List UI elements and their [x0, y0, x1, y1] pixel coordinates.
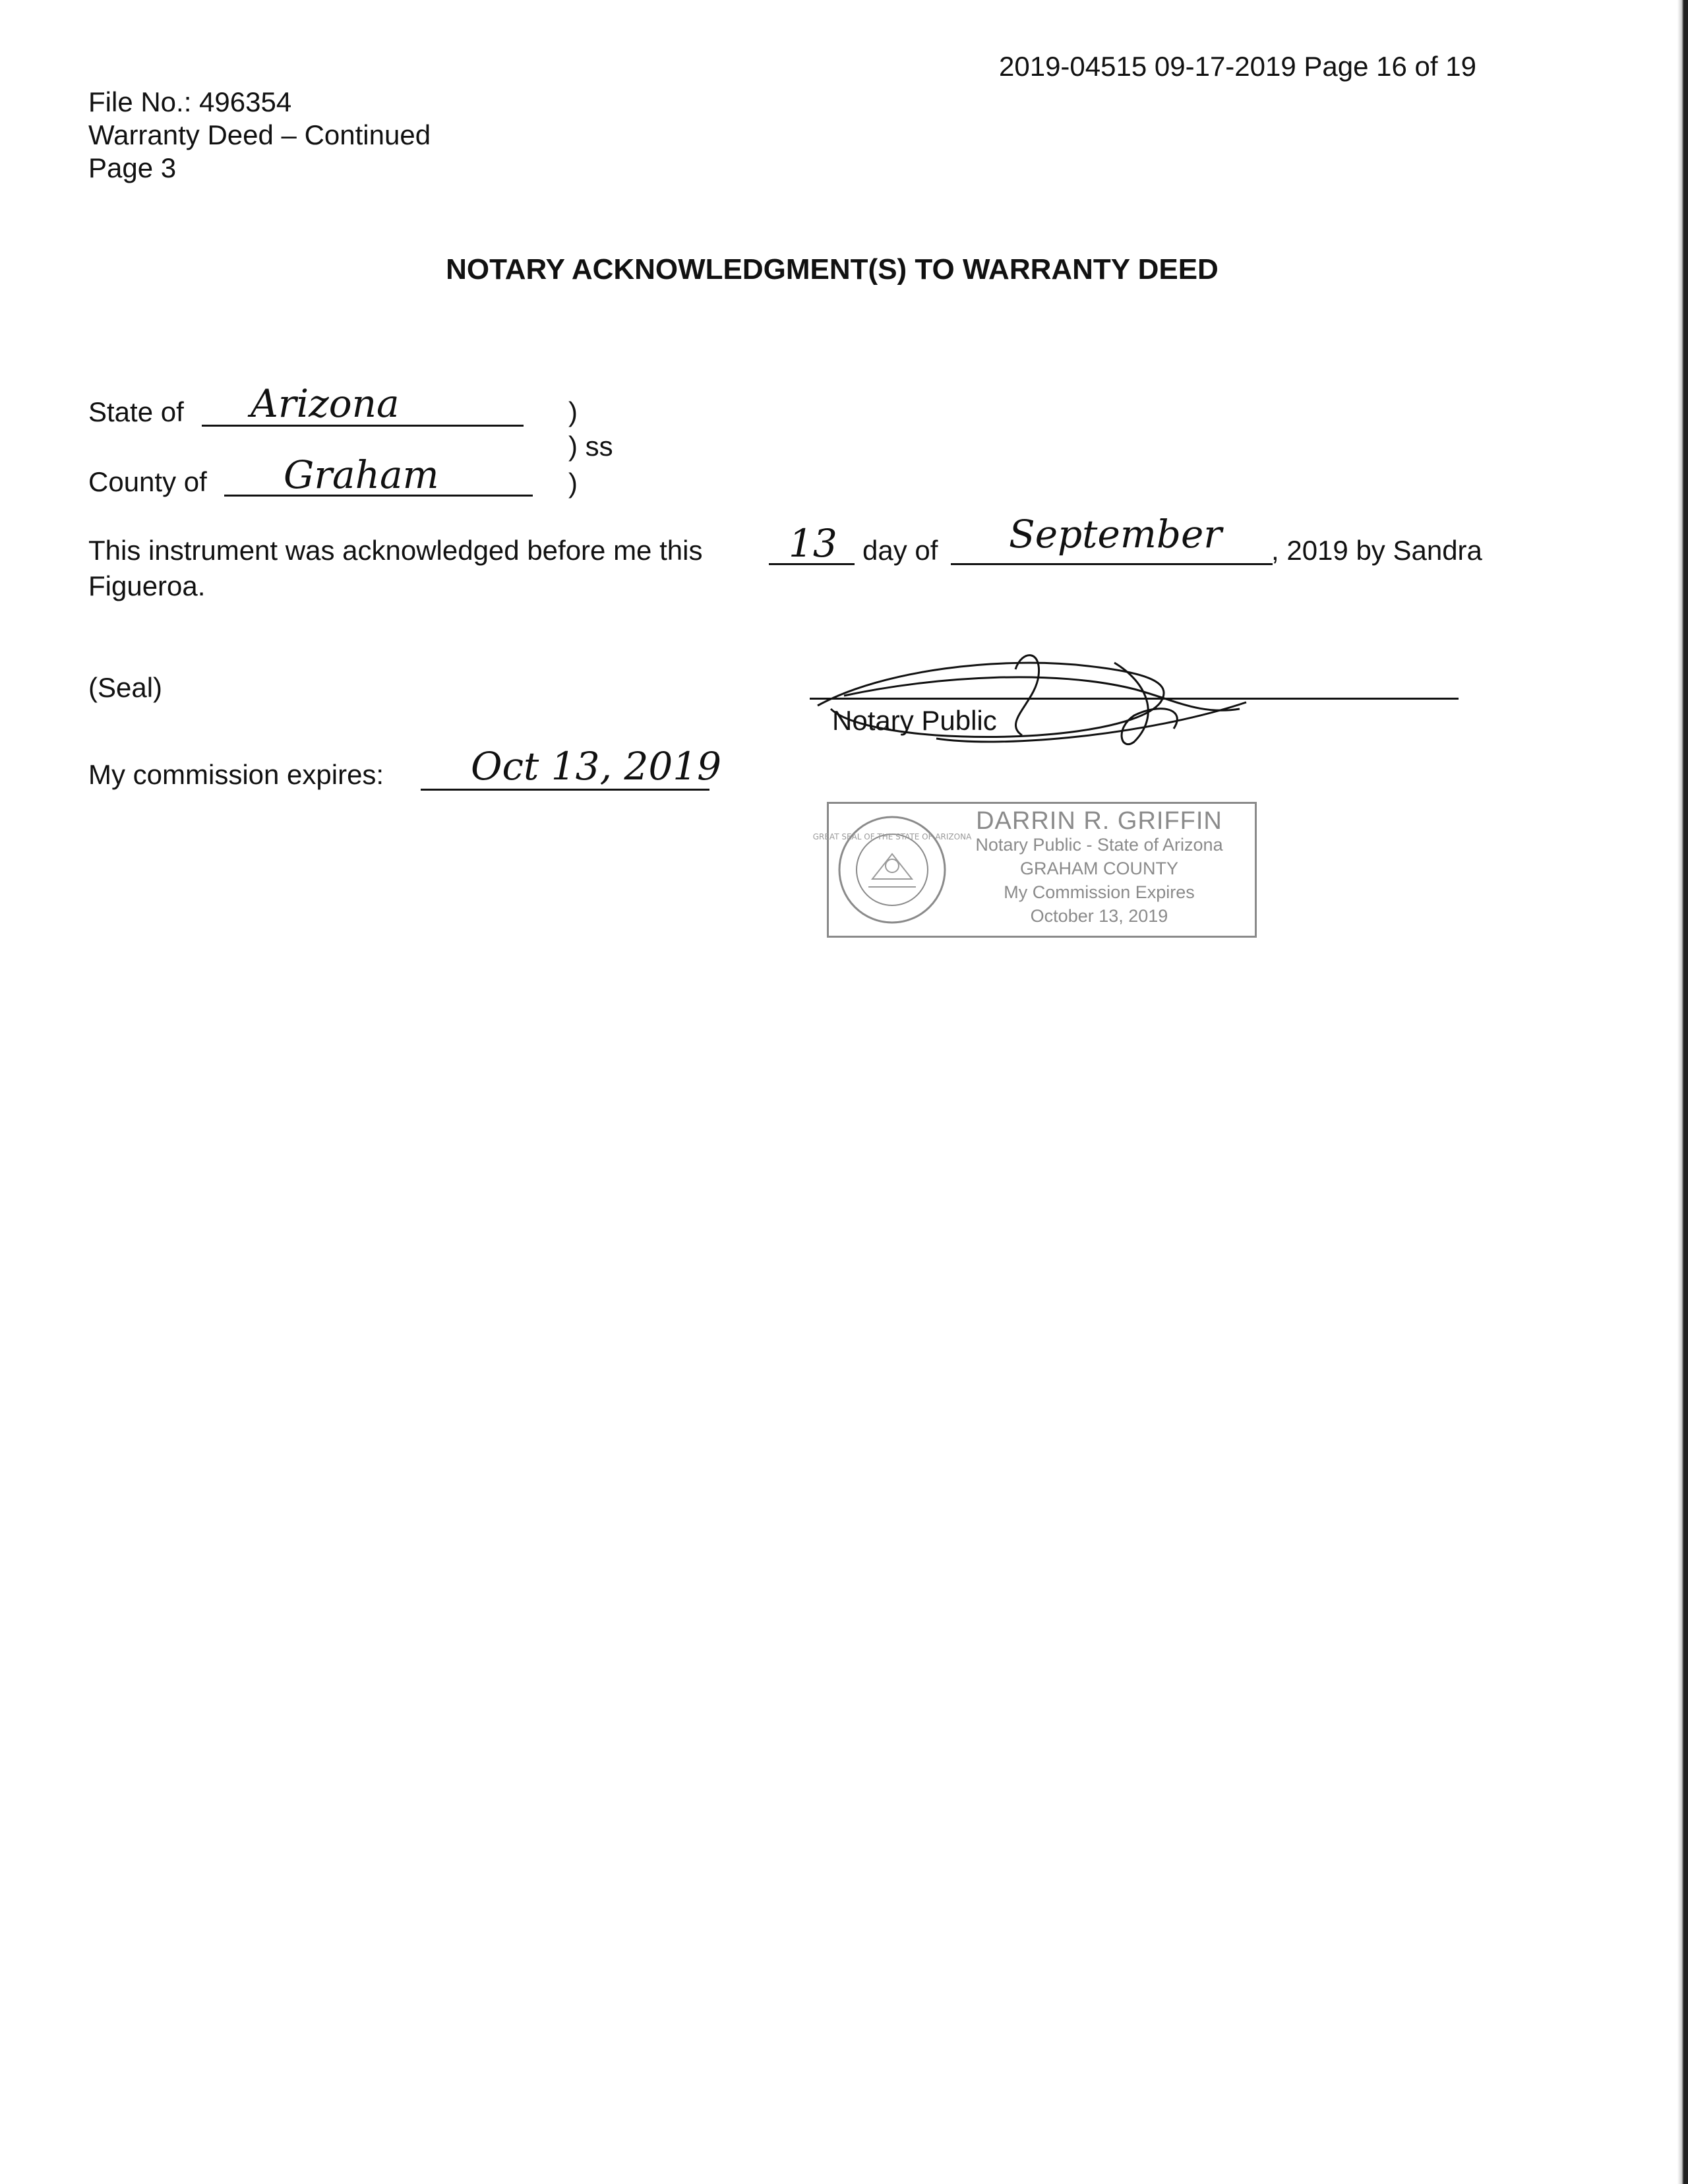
scan-edge [1677, 0, 1688, 2184]
month-underline [951, 563, 1273, 565]
ack-text-part3: , 2019 by Sandra [1271, 535, 1482, 566]
page-title: NOTARY ACKNOWLEDGMENT(S) TO WARRANTY DEED [446, 253, 1219, 286]
stamp-line2: GRAHAM COUNTY [1019, 859, 1178, 878]
stamp-line4: October 13, 2019 [1030, 906, 1168, 926]
paren-top: ) [568, 396, 578, 427]
file-number: File No.: 496354 [88, 86, 292, 117]
seal-label: (Seal) [88, 672, 163, 703]
stamp-line3: My Commission Expires [1004, 882, 1195, 902]
ss-marker: ) ss [568, 431, 613, 462]
paren-bottom: ) [568, 468, 578, 499]
stamp-name: DARRIN R. GRIFFIN [976, 807, 1222, 835]
stamp-line1: Notary Public - State of Arizona [975, 835, 1223, 855]
notary-stamp [812, 802, 1257, 938]
state-seal-icon [812, 813, 972, 926]
month-handwritten-value: September [1009, 512, 1222, 557]
seal-lettering: GREAT SEAL OF THE STATE OF ARIZONA [812, 832, 972, 841]
ack-text-part1: This instrument was acknowledged before me this [88, 535, 703, 566]
commission-handwritten-value: Oct 13, 2019 [471, 744, 722, 789]
notary-public-label: Notary Public [832, 705, 997, 736]
commission-label: My commission expires: [88, 759, 384, 790]
day-handwritten-value: 13 [789, 521, 837, 566]
county-label: County of [88, 466, 207, 497]
county-handwritten-value: Graham [284, 452, 439, 497]
commission-underline [421, 789, 709, 791]
state-label: State of [88, 396, 184, 427]
document-title: Warranty Deed – Continued [88, 119, 431, 150]
notary-signature [804, 643, 1266, 755]
stamp-text-block [948, 809, 1251, 928]
page-label: Page 3 [88, 152, 177, 183]
ack-text-part2: day of [862, 535, 938, 566]
ack-text-line2: Figueroa. [88, 570, 206, 601]
recording-info: 2019-04515 09-17-2019 Page 16 of 19 [999, 51, 1476, 82]
state-handwritten-value: Arizona [251, 381, 400, 426]
